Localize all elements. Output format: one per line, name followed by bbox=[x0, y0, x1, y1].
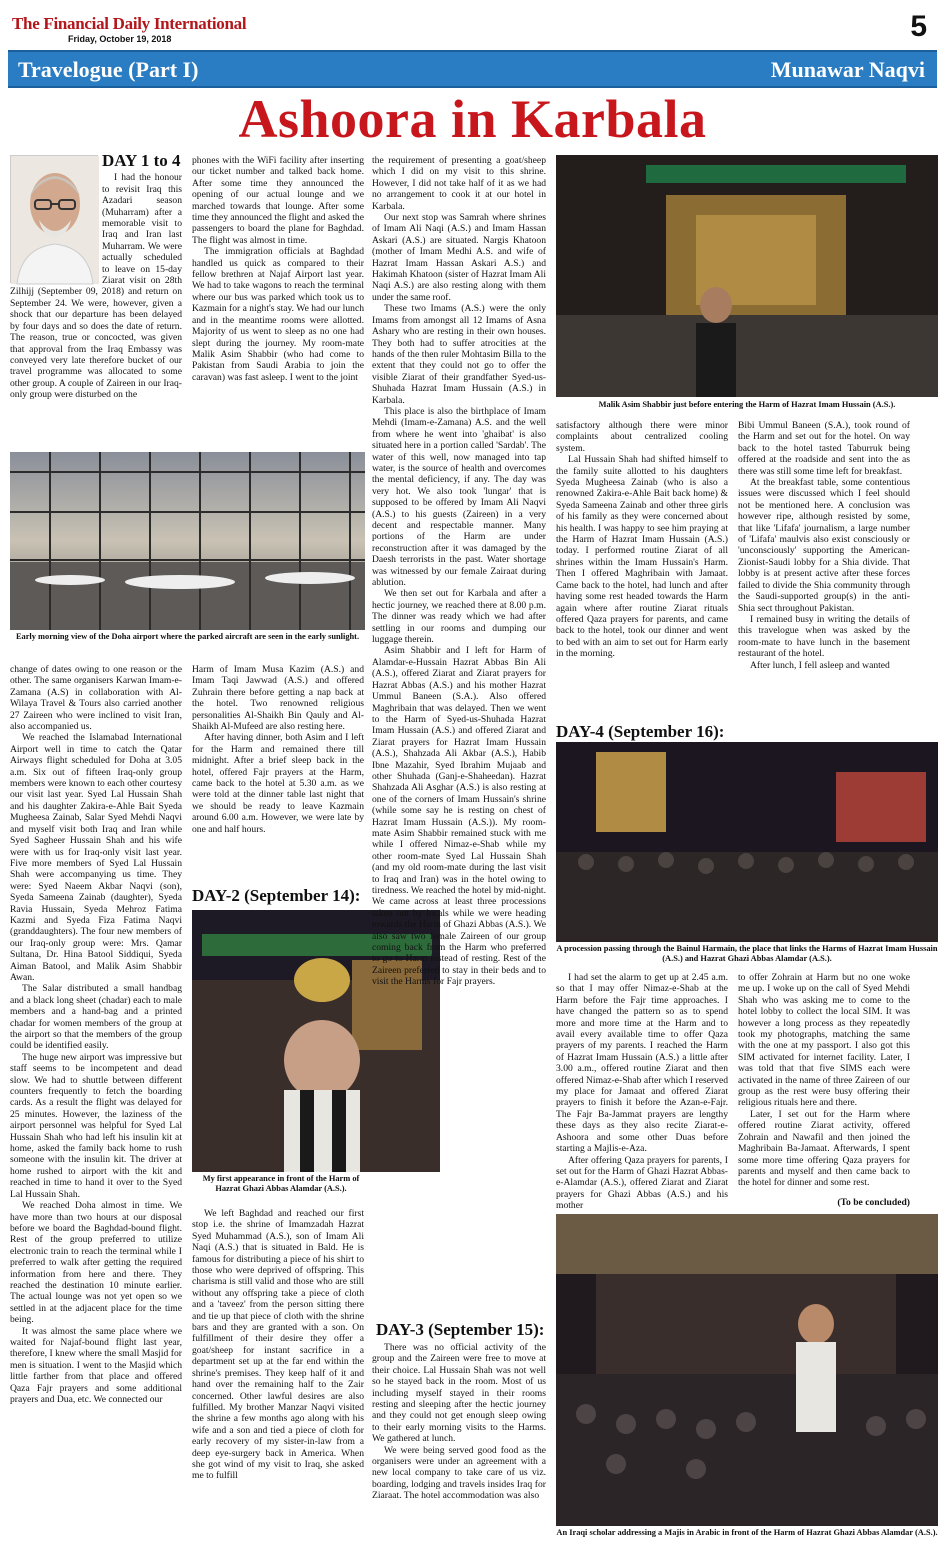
paragraph: I had set the alarm to get up at 2.45 a.m. so that I may offer Nimaz-e-Shab at the Harm before the Fajr time approaches. I have changed the pattern so as to spend more and more time at the Harm and to avail every available time to offer Qaza prayers of my parents. I reached the Harm of Hazrat Imam Hussain (A.S.) a little after 3.00 a.m., offered routine Ziarat and then offered Nimaz-e-Shab after which I reserved my place for Jamaat and offered Ziarat prayers to finish it before the Azan-e-Fajr. The Fajr Ba-Jammat prayers are lengthy these days as they also recite Ziarat-e-Ashoora and some other Duas before starting a Majlis-e-Aza. bbox=[556, 972, 728, 1155]
newspaper-name: The Financial Daily International bbox=[12, 14, 247, 33]
column-1-bottom bbox=[10, 664, 182, 1536]
scholar-photo bbox=[556, 1214, 938, 1526]
column-5-middle bbox=[738, 972, 910, 1208]
author-name: Munawar Naqvi bbox=[770, 57, 925, 82]
column-5-top bbox=[738, 420, 910, 732]
paragraph: The Salar distributed a small handbag and a black long sheet (chadar) each to male members and a hand-bag and a printed chadar for women members of the group at the airport so that the members of the group could be identified easily. bbox=[10, 983, 182, 1052]
day1-heading: DAY 1 to 4 bbox=[102, 151, 181, 170]
paragraph: Harm of Imam Musa Kazim (A.S.) and Imam Taqi Jawwad (A.S.) and offered Zuhrain there before getting a nap back at the hotel. Two renowned religious personalities Al-Shaikh Bin Qauly and Al-Shaikh Al-Mufeed are also resting here. bbox=[192, 664, 364, 733]
scholar-caption: An Iraqi scholar addressing a Majis in Arabic in front of the Harm of Hazrat Ghazi Abbas Alamdar (A.S.). bbox=[556, 1528, 938, 1537]
column-4-top bbox=[556, 420, 728, 710]
doha-caption: Early morning view of the Doha airport where the parked aircraft are seen in the early sunlight. bbox=[15, 632, 360, 641]
malik-shrine-photo bbox=[556, 155, 938, 397]
paragraph: We reached the Islamabad International Airport well in time to catch the Qatar Airways flight scheduled for Doha at 3.05 a.m. Six out of fifteen Iraq-only group members were known to each other courtesy our visit last year. Syed Lal Hussain Shah and his daughter Zakira-e-Ahle Bait Syeda Mugheesa Zainab, Salar Syed Mehdi Naqvi and myself visit both Iraq and Iran while Syed Sagheer Hussain Shah and his wife were with us for Iraq-only visit last year. Five more members of Syed Lal Hussain Shah were accompanying us time. They were: Syed Naeem Akbar Naqvi (son), Syeda Sameena Zainab (daughter), Syeda Ravia Hussain, Syeda Mehroz Fatima Kazmi and Syeda Fiza Fatima Naqvi (granddaughters). The four new members of our Iraq-only group were: Mrs. Qamar Sultana, Dr. Hina Batool Siddiqui, Syeda Aiman Batool, and Malik Asim Shabbir Awan. bbox=[10, 732, 182, 983]
headline: Ashoora in Karbala bbox=[238, 89, 707, 149]
paragraph: Asim Shabbir and I left for Harm of Alamdar-e-Hussain Hazrat Abbas Bin Ali (A.S.), offered Ziarat and Ziarat prayers for Hazrat Abbas (A.S.) and his mother Hazrat Ummul Baneen (S.A.). Also offered Maghribain that was delayed. Then we went to the Harm of Syed-us-Shuhada Hazrat Imam Hussain (A.S.) and offered Ziarat and Ziarat prayers for Hazrat Imam Hussain (A.S.), Shahzada Ali Akbar (A.S.), Habib Ibne Mazahir, Syed Ibrahim Mujaab and other Shuhada (Ganj-e-Shaheedan). Hazrat Shahzada Ali Asghar (A.S.) is also resting at one of the corners of Imam Hussain's shrine (while some say he is resting on chest of Hazrat Imam Hussain (A.S.)). My room-mate Asim Shabbir remained stuck with me while I offered Nimaz-e-Shab while my other room-mate Syed Lal Hussain Shah (and my old room-mate during the last visit to Iraq and Iran) was in the hotel owing to tiredness. We reached the hotel by mid-night. We came across at least three processions taken out by locals while we were heading towards the Harm of Ghazi Abbas (A.S.). We also saw two female Zaireen of our group coming back from the Harm who preferred to go to Harm instead of resting. Rest of the Zaireen preferred to stay in their beds and to visit the Harms for Fajr prayers. bbox=[372, 645, 546, 988]
paragraph: change of dates owing to one reason or the other. The same organisers Karwan Imam-e-Zamana (A.S) in collaboration with Al-Wilaya Travel & Tours also carried another 27 Zaireen who were inclined to visit Iran, also accompanied us. bbox=[10, 664, 182, 733]
issue-date: Friday, October 19, 2018 bbox=[68, 34, 172, 44]
paragraph: These two Imams (A.S.) were the only Imams from amongst all 12 Imams of Asna Ashary who are resting in their own houses. They both had to suffer atrocities at the hands of the then ruler Mohtasim Billa to the extent that they could not go to offer the visible Ziarat of their grandfather Syed-us-Shuhada Hazrat Imam Hussain (A.S.) in Karbala. bbox=[372, 303, 546, 406]
paragraph: We reached Doha almost in time. We have more than two hours at our disposal before we board the Baghdad-bound flight. Rest of the group preferred to utilize electronic train to reach the terminal while I preferred to walk after getting the required information from here and there. They reached the destination 10 minute earlier. The actual lounge was not yet open so we settled in at the adjacent place for the time being. bbox=[10, 1200, 182, 1326]
paragraph: satisfactory although there were minor complaints about centralized cooling system. bbox=[556, 420, 728, 454]
doha-airport-photo bbox=[10, 452, 365, 630]
paragraph: We then set out for Karbala and after a hectic journey, we reached there at 8.00 p.m. The dinner was ready which we had after settling in our rooms and dumping our luggage therein. bbox=[372, 588, 546, 646]
procession-caption: A procession passing through the Bainul Harmain, the place that links the Harms of Hazrat Imam Hussain (A.S.) and Hazrat Ghazi Abbas Alamdar (A.S.). bbox=[556, 944, 938, 963]
paragraph: This place is also the birthplace of Imam Mehdi (Imam-e-Zamana) A.S. and the well from where he went into 'ghaibat' is also situated here in a portion called 'Sardab'. The water of this well, now managed into tap water, is the source of health and overcomes the mental deficiency, if any. The day was very hot. We also took 'lungar' that is supposed to be offered by Imam Ali Naqvi (A.S.) to his guests (Zaireen) in a very decent and respectable manner. Many portions of the Harm are under reconstruction after it was damaged by the Daesh terrorists in the past. Water shortage was witnessed by our female Zairaat during ablution. bbox=[372, 405, 546, 589]
column-3-top bbox=[372, 155, 546, 988]
paragraph: Bibi Ummul Baneen (S.A.), took round of the Harm and set out for the hotel. On way back to the hotel tasted Taburruk being offered at the roadside and sent into the as there was still some time left for breakfast. bbox=[738, 420, 910, 477]
paragraph: We left Baghdad and reached our first stop i.e. the shrine of Imamzadah Hazrat Syed Muhammad (A.S.), son of Imam Ali Naqi (A.S.) that is situated in Bald. He is famous for distributing a piece of his shirt to those who were deprived of offspring. This charisma is still valid and those who are still without any offspring take a piece of cloth and a 'taveez' from the person sitting there and tie up that piece of cloth with the shrine bars and they are granted with a son. On fulfillment of their desire they offer a goat/sheep for instant sacrifice in a department set up at the far end within the shrine's premises. They keep half of it and hand over the remaining half to the Zair concerned. Other lawful desires are also fulfilled. My brother Manzar Naqvi visited the shrine a few months ago along with his wife and a son and tied a piece of cloth for early recovery of my sister-in-law from a deep eye-surgery back in America. When she got wind of my visit to Iraq, she asked me to fulfill bbox=[192, 1208, 364, 1482]
paragraph: We were being served good food as the organisers were under an agreement with a new local company to take care of us viz. boarding, lodging and travels insides Iraq for Ziaraat. The hotel accommodation was also bbox=[372, 1444, 546, 1502]
procession-photo bbox=[556, 742, 938, 942]
paragraph: The immigration officials at Baghdad handled us quick as compared to their fellow brethren at Najaf Airport last year. We had to take wagons to reach the terminal where our bus was parked which took us to Kazmain for a night's stay. We had our lunch and in the meantime rooms were allotted. Majority of us went to sleep as no one had slept during the journey. My room-mate Malik Asim Shabbir (who had come to Pakistan from Saudi Arabia to join the caravan) was fast asleep. I went to the joint bbox=[192, 246, 364, 383]
column-1-top bbox=[10, 151, 182, 455]
column-2-bottom bbox=[192, 1208, 364, 1538]
to-be-concluded: (To be concluded) bbox=[837, 1196, 910, 1208]
paragraph: The huge new airport was impressive but staff seems to be incompetent and dead slow. We had to shuttle between different counters frequently to fetch the boarding cards. As a result the flight was delayed for 25 minutes. However, the laziness of the airport personnel was helpful for Syed Lal Hussain Shah who had left his insulin kit at home, asked the family back home to rush someone with the insulin kit. The driver at home rushed to airport with the kit and reached in time to hand it over to the Syed Lal Hussain Shah. bbox=[10, 1051, 182, 1200]
paragraph: to offer Zohrain at Harm but no one woke me up. I woke up on the call of Syed Mehdi Shah who was asking me to come to the hotel lobby to collect the local SIM. It was however a long process as they repeatedly took my photographs, matching the same with the one at my passport. I also got this SIM activated for internet facility. Later, I was told that that five SIMS each were activated in the name of three Zaireen of our group as the rest were busy offering their religious rituals here and there. bbox=[738, 972, 910, 1109]
malik-caption: Malik Asim Shabbir just before entering the Harm of Hazrat Imam Hussain (A.S.). bbox=[598, 400, 896, 409]
paragraph: Lal Hussain Shah had shifted himself to the family suite allotted to his daughters Syeda Mugheesa Zainab (who is also a renowned Zakira-e-Ahle Bait back home) & Syeda Sameena Zainab and other three girls of his family as they were concerned about his health. I was happy to see him praying at the Harm of Hazrat Imam Hussain (A.S.) today. I performed routine Ziarat of all shrines within the Imam Hussain's Harm. Then I offered Maghribain with Jamaat. Came back to the hotel, had lunch and after having some rest headed towards the Harm again where after routine Ziarat rituals offered Qaza prayers for parents, and came back to the hotel, took our dinner and went to bed with an aim to set out for Harm early in the morning. bbox=[556, 454, 728, 660]
column-3-bottom bbox=[372, 1342, 546, 1538]
abbas-caption: My first appearance in front of the Harm of Hazrat Ghazi Abbas Alamdar (A.S.). bbox=[202, 1174, 360, 1193]
column-2-top bbox=[192, 155, 364, 447]
masthead bbox=[8, 8, 937, 48]
column-4-middle bbox=[556, 972, 728, 1212]
paragraph: Our next stop was Samrah where shrines of Imam Ali Naqi (A.S.) and Imam Hassan Askari (A.S.) are situated. Nargis Khatoon (mother of Imam Medhi A.S. and wife of Hazrat Imam Hassan Askari A.S.) and Hakimah Khatoon (sister of Hazrat Imam Ali Naqi A.S.) are also resting along with them under the same roof. bbox=[372, 212, 546, 303]
paragraph: After having dinner, both Asim and I left for the Harm and remained there till midnight. After a brief sleep back in the hotel, offered Fajr prayers at the Harm, came back to the hotel at 5.30 a.m. as we were told at the dinner table last night that we should be ready to leave Kazmain around 6.00 a.m. However, we were late by one and half hours. bbox=[192, 732, 364, 835]
day3-heading: DAY-3 (September 15): bbox=[376, 1320, 545, 1339]
day4-heading: DAY-4 (September 16): bbox=[556, 722, 725, 741]
paragraph: At the breakfast table, some contentious issues were discussed which I feel should not be mentioned here. A conclusion was however ripe, although resisted by some, that like 'Lifafa' journalism, a large number of 'Lifafa' maulvis also exist consciously or 'unconsciously' supporting the American-Zionist-Saudi lobby for a Shia divide. That lobby is at present active after these forces failed to divide the Shia community through the Saudi-supported group(s) in the anti-Shia sect throughout Pakistan. bbox=[738, 477, 910, 614]
page-number: 5 bbox=[910, 10, 927, 43]
paragraph: Later, I set out for the Harm where offered routine Ziarat activity, offered Zohrain and Nawafil and then joined the Maghribain Ba-Jamaat. Afterwards, I spent some more time offering Qaza prayers for parents and myself and then came back to the hotel for dinner and some rest. bbox=[738, 1108, 910, 1189]
series-title: Travelogue (Part I) bbox=[18, 57, 199, 82]
paragraph: After offering Qaza prayers for parents, I set out for the Harm of Ghazi Hazrat Abbas-e-Alamdar (A.S.), offered Ziarat and Ziarat prayers for Ghazi Abbas (A.S.) and his mother bbox=[556, 1154, 728, 1212]
paragraph: After lunch, I fell asleep and wanted bbox=[750, 659, 890, 671]
paragraph: There was no official activity of the group and the Zaireen were free to move at their choice. Lal Hussain Shah was not well so he stayed back in the room. Most of us including myself stayed in their rooms resting and sleeping after the hectic journey and they could not get enough sleep owing to their early morning visits to the Harms. We gathered at lunch. bbox=[372, 1342, 546, 1445]
paragraph: I had the honour to revisit Iraq this Azadari season (Muharram) after a memorable visit to Iraq and Iran last Muharram. We were actually scheduled to leave on 15-day Ziarat visit on 28th Zilhijj (September 09, 2018) and return on September 24. We were, however, given a shock that our departure has been delayed by four days and so does the date of return. The reason, true or concocted, was given that approval from the Iraq Embassy was conveyed very late therefore bucket of our travel programme was allocated to some other group. A couple of Zaireen in our Iraq-only group were disturbed on the bbox=[10, 172, 182, 401]
paragraph: the requirement of presenting a goat/sheep which I did on my visit to this shrine. However, I did not take half of it as we had no arrangement to cook it at our hotel in Karbala. bbox=[372, 155, 546, 212]
day2-heading: DAY-2 (September 14): bbox=[192, 886, 361, 905]
paragraph: phones with the WiFi facility after inserting our ticket number and talked back home. After some time they announced the opening of our actual lounge and we marched towards that lounge. After some time they announced the flight and asked the passengers to board the plane for Baghdad. The flight was almost in time. bbox=[192, 155, 364, 246]
section-banner bbox=[8, 50, 937, 88]
paragraph: I remained busy in writing the details of this travelogue when was asked by the room-mate to have lunch in the basement restaurant of the hotel. bbox=[738, 613, 910, 660]
column-2-middle bbox=[192, 664, 364, 878]
paragraph: It was almost the same place where we waited for Najaf-bound flight last year, therefore, I knew where the small Masjid for men is situation. I went to the Masjid which little farther from that place and offered Qaza Fajr prayers and some additional prayers and Dua, etc. We connected our bbox=[10, 1325, 182, 1405]
